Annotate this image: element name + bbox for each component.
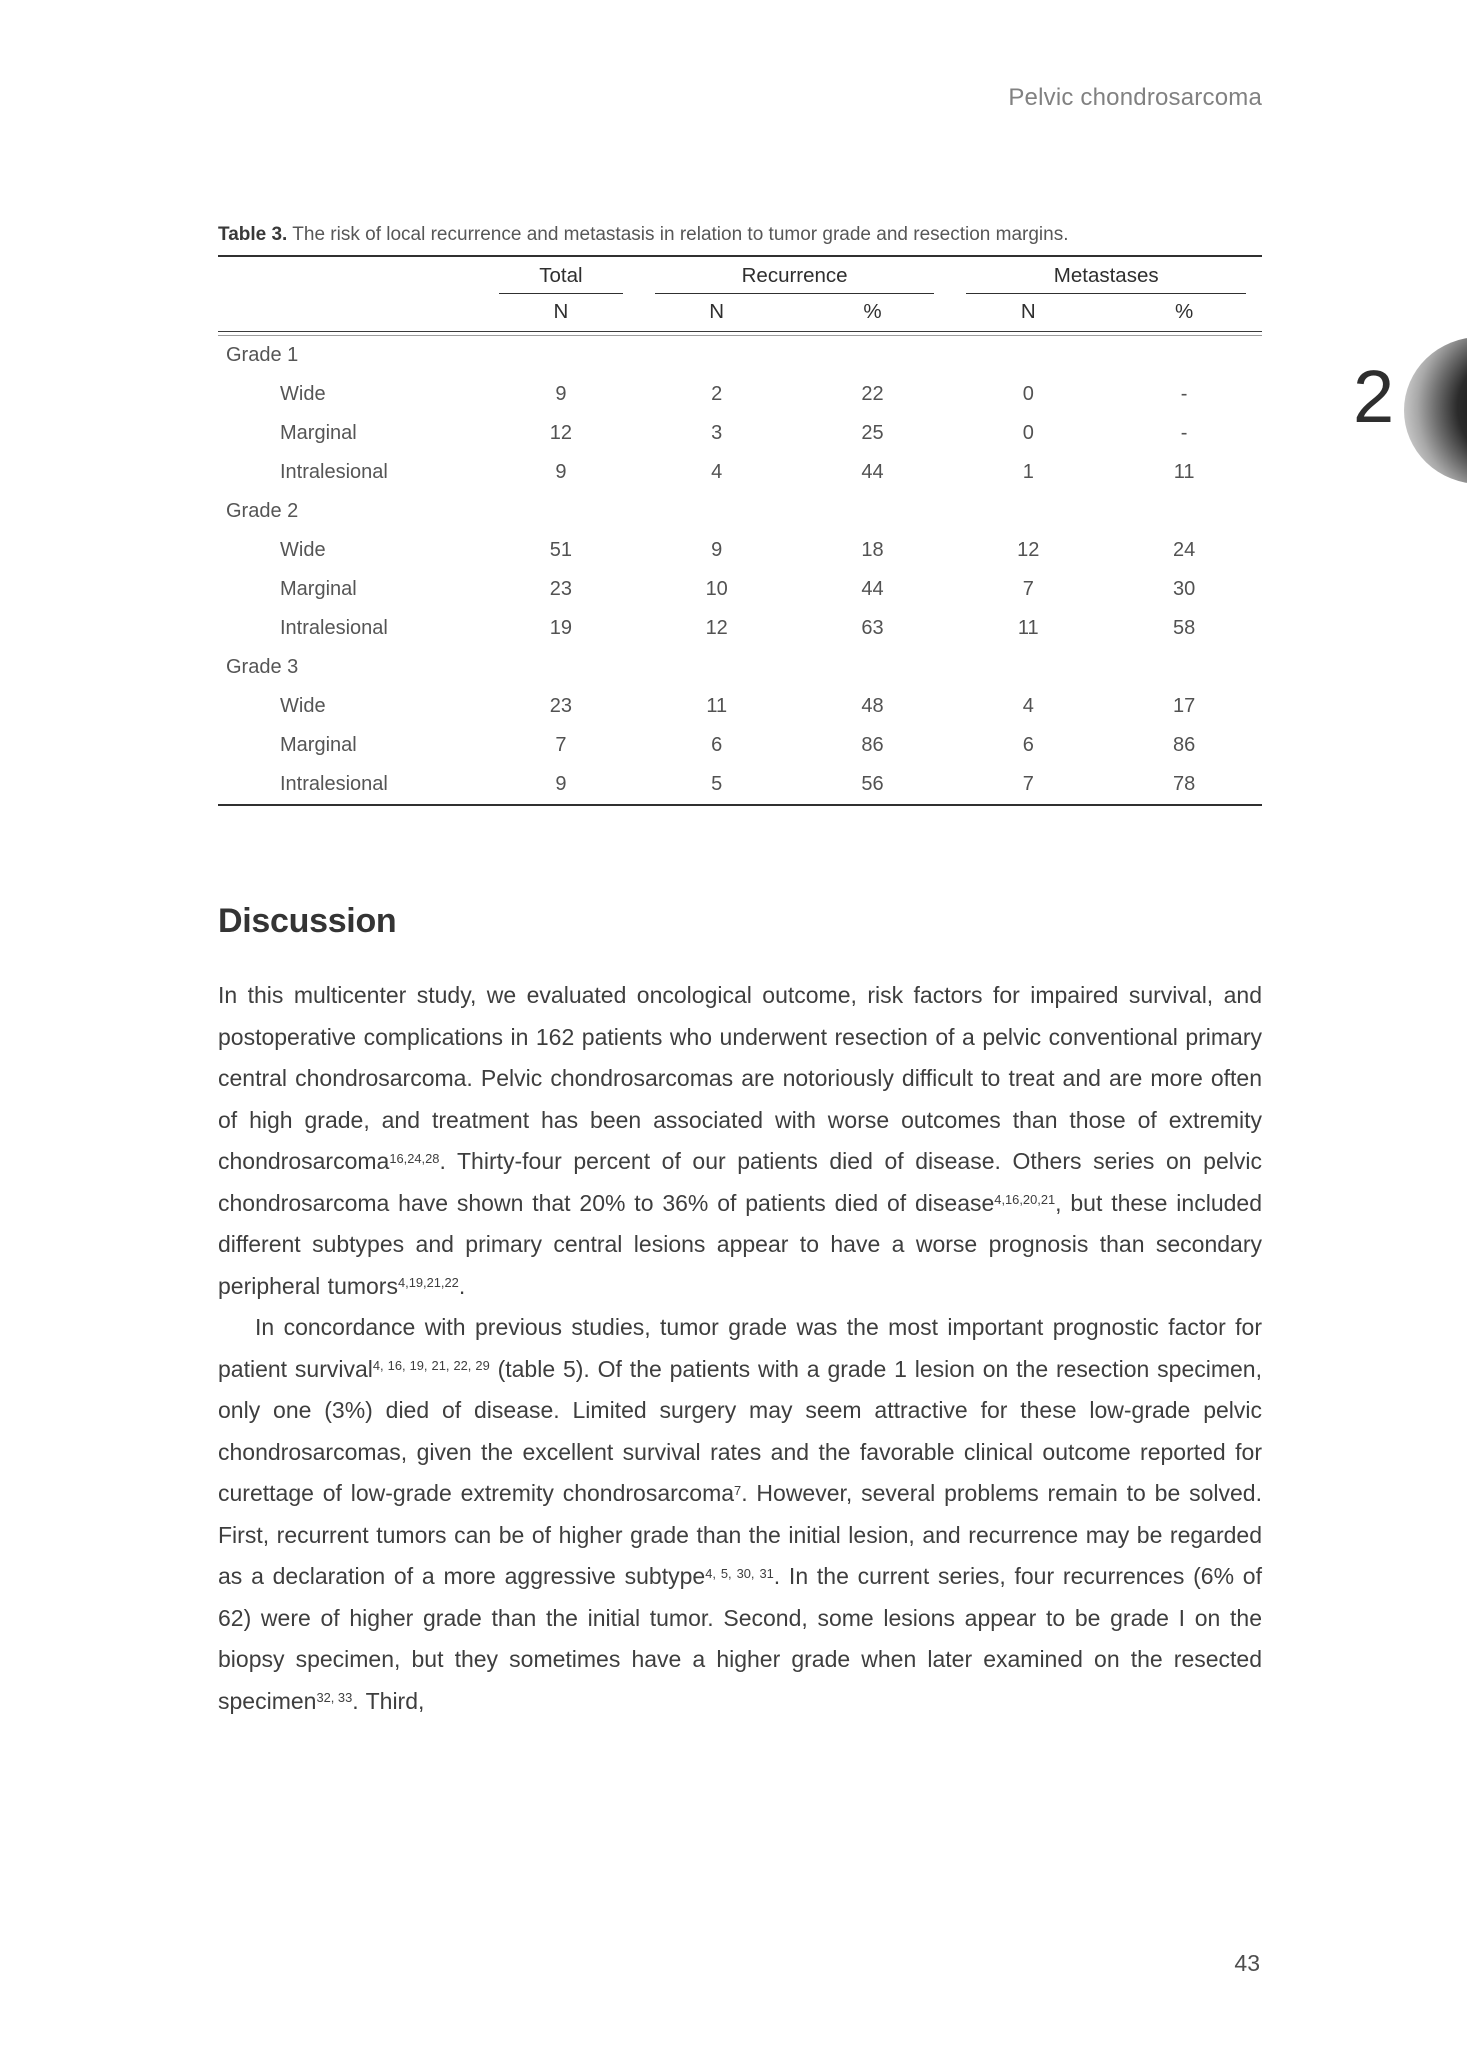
table-cell: 23: [549, 695, 573, 717]
column-header: N: [553, 300, 569, 323]
table-cell: 22: [861, 383, 884, 405]
table-row: [218, 687, 1262, 726]
row-label: Grade 3: [226, 656, 299, 678]
citation-reference: 7: [734, 1482, 742, 1498]
table-cell: 44: [861, 578, 884, 600]
column-header: N: [1020, 300, 1036, 323]
row-label: Wide: [280, 695, 326, 717]
table-cell: 58: [1172, 617, 1196, 639]
table-row: [218, 414, 1262, 453]
table-cell: 78: [1172, 773, 1196, 795]
citation-reference: 4, 5, 30, 31: [705, 1565, 774, 1581]
column-header: %: [1174, 300, 1194, 323]
page-number: 43: [1234, 1950, 1260, 1976]
column-group-header: Recurrence: [639, 256, 951, 294]
table-cell: 19: [549, 617, 573, 639]
table-row: [218, 570, 1262, 609]
table-cell: 25: [861, 422, 884, 444]
table-cell: 9: [555, 773, 567, 795]
chapter-number: 2: [1353, 355, 1395, 438]
citation-reference: 4,16,20,21: [994, 1192, 1056, 1208]
table-cell: 11: [1173, 461, 1195, 483]
table-row: [218, 726, 1262, 765]
column-group-header: Total: [483, 256, 639, 294]
table-cell: 86: [1172, 734, 1196, 756]
table-cell: 1: [1022, 461, 1034, 483]
table-row: [218, 492, 1262, 531]
table-cell: 0: [1022, 422, 1034, 444]
section-heading: Discussion: [218, 902, 397, 940]
table-caption-label: Table 3.: [218, 224, 288, 245]
row-label: Marginal: [280, 734, 357, 756]
row-label: Marginal: [280, 578, 357, 600]
table-cell: 3: [711, 422, 723, 444]
table-row: [218, 531, 1262, 570]
table-cell: 6: [711, 734, 723, 756]
table-cell: 17: [1172, 695, 1196, 717]
table-row: [218, 375, 1262, 414]
citation-reference: 32, 33: [316, 1690, 353, 1706]
column-group-header: Metastases: [950, 256, 1262, 294]
table-cell: 48: [861, 695, 884, 717]
table-cell: 30: [1172, 578, 1196, 600]
table-cell: 44: [861, 461, 884, 483]
table-cell: 11: [706, 695, 728, 717]
table-cell: 18: [861, 539, 884, 561]
table-cell: 6: [1022, 734, 1034, 756]
table-cell: 11: [1017, 617, 1039, 639]
table-cell: 4: [1022, 695, 1034, 717]
table-cell: 12: [1017, 539, 1040, 561]
body-text: [218, 975, 1262, 1722]
row-label: Intralesional: [280, 617, 388, 639]
table-cell: 0: [1022, 383, 1034, 405]
table-cell: 24: [1172, 539, 1196, 561]
row-label: Marginal: [280, 422, 357, 444]
column-header: %: [863, 300, 882, 323]
page-content: [218, 0, 1262, 1722]
row-label: Wide: [280, 539, 326, 561]
row-label: Grade 2: [226, 500, 299, 522]
table-cell: 4: [711, 461, 723, 483]
row-label: Intralesional: [280, 461, 388, 483]
table-cell: -: [1180, 422, 1188, 444]
row-label: Grade 1: [226, 344, 299, 366]
row-label: Wide: [280, 383, 326, 405]
table-cell: 12: [705, 617, 728, 639]
table-cell: 12: [549, 422, 573, 444]
table-cell: 10: [705, 578, 728, 600]
table-cell: 7: [1022, 773, 1034, 795]
table-row: [218, 765, 1262, 805]
table-cell: 63: [861, 617, 884, 639]
table-row: [218, 609, 1262, 648]
row-label: Intralesional: [280, 773, 388, 795]
citation-reference: 16,24,28: [389, 1150, 440, 1166]
citation-reference: 4, 16, 19, 21, 22, 29: [372, 1358, 490, 1374]
table-cell: 23: [549, 578, 573, 600]
table-cell: 51: [549, 539, 573, 561]
table-cell: 9: [711, 539, 723, 561]
chapter-thumbnail-image: [1404, 337, 1467, 484]
table-cell: 9: [555, 383, 567, 405]
table-cell: 7: [1022, 578, 1034, 600]
paragraph: In this multicenter study, we evaluated oncological outcome, risk factors for impaired survival, and postoperative complications in 162 patients who underwent resection of a pelvic conventional primary central chondrosarcoma. Pelvic chondrosarcomas are notoriously difficult to treat and are more often of high grade, and treatment has been associated with worse outcomes than those of extremity chondrosarcoma$^{16,24,28}$. Thirty-four percent of our patients died of disease. Others series on pelvic chondrosarcoma have shown that 20% to 36% of patients died of disease$^{4,16,20,21}$, but these included different subtypes and primary central lesions appear to have a worse prognosis than secondary peripheral tumors$^{4,19,21,22}$.: [218, 982, 1262, 1299]
table-row: [218, 336, 1262, 376]
citation-reference: 4,19,21,22: [397, 1275, 459, 1291]
table-cell: 2: [711, 383, 723, 405]
table-row: [218, 453, 1262, 492]
table-cell: -: [1180, 383, 1188, 405]
table-cell: 5: [711, 773, 723, 795]
table-cell: 56: [861, 773, 884, 795]
table-cell: 9: [555, 461, 567, 483]
results-table: [218, 255, 1262, 806]
paragraph: In concordance with previous studies, tumor grade was the most important prognostic factor for patient survival$^{4, 16, 19, 21, 22, 29}$ (table 5). Of the patients with a grade 1 lesion on the resection specimen, only one (3%) died of disease. Limited surgery may seem attractive for these low-grade pelvic chondrosarcomas, given the excellent survival rates and the favorable clinical outcome reported for curettage of low-grade extremity chondrosarcoma$^7$. However, several problems remain to be solved. First, recurrent tumors can be of higher grade than the initial lesion, and recurrence may be regarded as a declaration of a more aggressive subtype$^{4, 5, 30, 31}$. In the current series, four recurrences (6% of 62) were of higher grade than the initial tumor. Second, some lesions appear to be grade I on the biopsy specimen, but they sometimes have a higher grade when later examined on the resected specimen$^{32, 33}$. Third,: [218, 1314, 1262, 1714]
table-caption: [218, 224, 1262, 246]
table-cell: 86: [861, 734, 884, 756]
table-caption-text: The risk of local recurrence and metastasis in relation to tumor grade and resection margins.: [287, 224, 1069, 245]
running-header: Pelvic chondrosarcoma: [1008, 84, 1262, 111]
column-header: N: [709, 300, 725, 323]
table-cell: 7: [555, 734, 567, 756]
table-row: [218, 648, 1262, 687]
